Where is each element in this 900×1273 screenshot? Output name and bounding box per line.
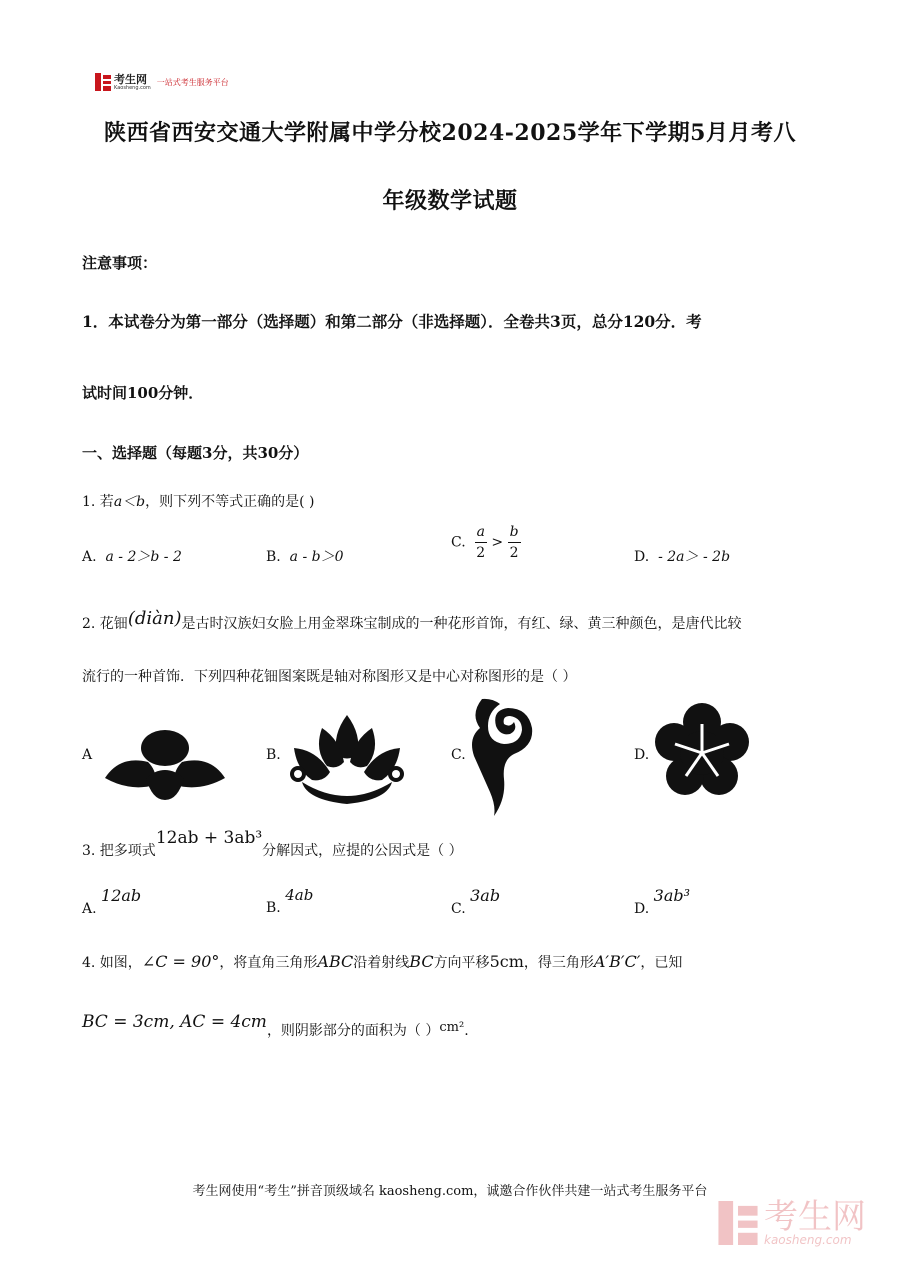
footer-text: 考生网使用“考生”拼音顶级域名 kaosheng.com，诚邀合作伙伴共建一站式考生服务平台 xyxy=(192,1184,708,1199)
title-line-2: 年级数学试题 xyxy=(382,188,518,214)
q2-option-d-plum-blossom-figure xyxy=(652,700,752,806)
q4-stem-mid-2: 沿着射线 xyxy=(353,955,410,971)
q4-stem-mid-4: ，得三角形 xyxy=(523,955,594,971)
question-2-stem xyxy=(82,608,842,633)
q2-option-b-label: B. xyxy=(266,747,281,763)
q3-stem-post: 分解因式，应提的公因式是（ ） xyxy=(262,843,463,859)
q4-given: BC = 3cm, AC = 4cm xyxy=(82,1012,267,1032)
title-line-1: 陕西省西安交通大学附属中学分校2024-2025学年下学期5月月考八 xyxy=(104,120,796,146)
q1-c-relation: > xyxy=(491,534,504,551)
watermark-name: 考生网 xyxy=(764,1197,866,1237)
watermark-domain: kaosheng.com xyxy=(764,1233,852,1247)
q1-c-den-2: 2 xyxy=(509,545,519,561)
q4-triangle: ABC xyxy=(317,952,354,971)
q2-stem-post: 是古时汉族妇女脸上用金翠珠宝制成的一种花形首饰，有红、绿、黄三种颜色，是唐代比较 xyxy=(181,616,742,632)
q4-stem-mid-3: 方向平移 xyxy=(433,955,490,971)
header-logo xyxy=(95,72,229,92)
q3-option-b-text: 4ab xyxy=(285,886,314,904)
q4-stem-end: ，已知 xyxy=(640,955,683,971)
q3-stem-math: 12ab + 3ab³ xyxy=(155,828,263,848)
q2-option-a-label: A xyxy=(82,747,93,763)
q1-option-a xyxy=(82,546,182,566)
q1-option-c xyxy=(451,522,521,563)
q4-angle: ∠C = 90° xyxy=(141,952,220,971)
watermark-text xyxy=(764,1197,866,1247)
q1-option-c-fraction-a xyxy=(475,522,487,563)
q2-stem-pre: 2. 花钿 xyxy=(82,616,128,632)
footer-watermark xyxy=(718,1197,866,1247)
q1-option-b xyxy=(266,546,344,566)
q3-option-d-label: D. xyxy=(634,901,650,917)
q4-stem-pre: 4. 如图， xyxy=(82,955,142,971)
q1-c-num-2: b xyxy=(508,522,521,543)
notice-item-1-line-2: 试时间100分钟． xyxy=(82,384,204,402)
q2-option-a-flower-figure xyxy=(100,700,230,810)
question-4-stem xyxy=(82,952,682,972)
q1-c-den-1: 2 xyxy=(476,545,486,561)
logo-domain: Kaosheng.com xyxy=(114,84,151,91)
q4-unit: cm² xyxy=(439,1020,465,1035)
q1-stem-pre: 1. 若 xyxy=(82,494,114,510)
q3-option-a xyxy=(82,886,141,917)
q1-stem-math: a＜b xyxy=(113,494,146,510)
q3-option-d xyxy=(634,886,690,917)
q2-pinyin: (diàn) xyxy=(127,608,182,629)
q3-option-c-text: 3ab xyxy=(470,886,501,905)
q3-option-b-label: B. xyxy=(266,900,281,916)
q4-distance: 5cm xyxy=(489,952,524,971)
q1-option-d-label: D. xyxy=(634,549,650,565)
q3-option-a-label: A. xyxy=(82,901,97,917)
q1-stem-post: ，则下列不等式正确的是( ) xyxy=(145,494,315,510)
q3-option-c-label: C. xyxy=(451,901,466,917)
question-1-stem xyxy=(82,491,315,511)
q1-option-c-label: C. xyxy=(451,534,466,551)
q1-option-a-text: a - 2＞b - 2 xyxy=(105,549,182,565)
q1-c-num-1: a xyxy=(475,522,487,543)
q1-option-b-text: a - b＞0 xyxy=(289,549,344,565)
logo-slogan: 一站式考生服务平台 xyxy=(156,77,229,87)
notice-item-1-line-1: 1．本试卷分为第一部分（选择题）和第二部分（非选择题）．全卷共3页，总分120分．考 xyxy=(82,312,702,331)
q3-option-c xyxy=(451,886,500,917)
question-2-stem-line-2: 流行的一种首饰．下列四种花钿图案既是轴对称图形又是中心对称图形的是（ ） xyxy=(82,669,577,685)
q2-option-c-label: C. xyxy=(451,747,466,763)
q1-option-a-label: A. xyxy=(82,549,97,565)
logo-text xyxy=(114,74,151,91)
notice-heading: 注意事项： xyxy=(82,254,158,272)
kaosheng-logo-icon xyxy=(95,73,111,91)
q3-option-b xyxy=(266,886,313,916)
q2-option-b-lotus-figure xyxy=(282,700,412,810)
q4-triangle-2: A′B′C′ xyxy=(593,952,641,971)
question-4-stem-line-2 xyxy=(82,1012,469,1040)
watermark-logo-icon xyxy=(718,1201,758,1245)
q2-option-c-cloud-figure xyxy=(462,694,542,819)
q1-option-d xyxy=(634,546,730,566)
q3-option-a-text: 12ab xyxy=(101,886,142,905)
q1-option-c-fraction-b xyxy=(508,522,521,563)
q3-stem-pre: 3. 把多项式 xyxy=(82,843,156,859)
logo-name: 考生网 xyxy=(114,72,147,86)
section-1-heading: 一、选择题（每题3分，共30分） xyxy=(82,444,309,462)
q4-stem-line-2-post: ，则阴影部分的面积为（ ） xyxy=(266,1023,440,1039)
q1-option-d-text: - 2a＞ - 2b xyxy=(658,549,731,565)
q4-stem-mid-1: ，将直角三角形 xyxy=(219,955,318,971)
q4-ray: BC xyxy=(409,952,434,971)
q3-option-d-text: 3ab³ xyxy=(653,886,691,905)
q2-option-d-label: D. xyxy=(634,747,650,763)
q1-option-b-label: B. xyxy=(266,549,281,565)
question-3-stem xyxy=(82,828,463,860)
q4-period: . xyxy=(464,1023,469,1039)
